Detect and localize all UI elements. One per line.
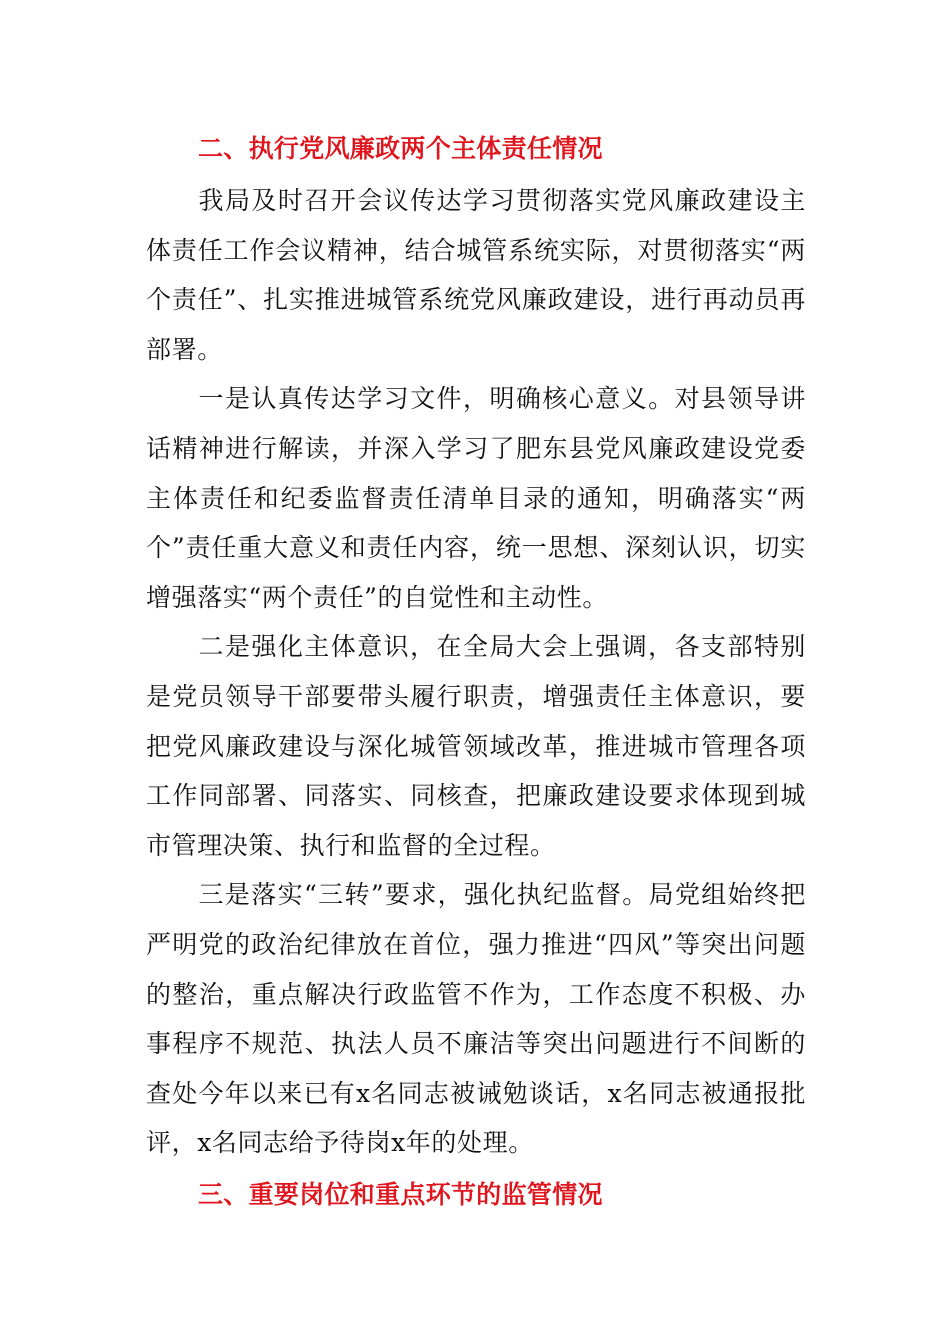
section-heading-2: 二、执行党风廉政两个主体责任情况: [198, 134, 603, 163]
section-heading-3: 三、重要岗位和重点环节的监管情况: [198, 1179, 603, 1209]
paragraph-intro: 我局及时召开会议传达学习贯彻落实党风廉政建设主体责任工作会议精神，结合城管系统实际，对贯彻落实“两个责任”、扎实推进城管系统党风廉政建设，进行再动员再部署。: [146, 186, 806, 364]
document-body: [146, 124, 806, 1219]
paragraph-point-1: 一是认真传达学习文件，明确核心意义。对县领导讲话精神进行解读，并深入学习了肥东县党风廉政建设党委主体责任和纪委监督责任清单目录的通知，明确落实“两个”责任重大意义和责任内容，统一思想、深刻认识，切实增强落实“两个责任”的自觉性和主动性。: [146, 384, 806, 612]
paragraph-point-3: 三是落实“三转”要求，强化执纪监督。局党组始终把严明党的政治纪律放在首位，强力推进“四风”等突出问题的整治，重点解决行政监管不作为，工作态度不积极、办事程序不规范、执法人员不廉洁等突出问题进行不间断的查处今年以来已有x名同志被诫勉谈话，x名同志被通报批评，x名同志给予待岗x年的处理。: [146, 880, 806, 1158]
paragraph-point-2: 二是强化主体意识，在全局大会上强调，各支部特别是党员领导干部要带头履行职责，增强责任主体意识，要把党风廉政建设与深化城管领域改革，推进城市管理各项工作同部署、同落实、同核查，把廉政建设要求体现到城市管理决策、执行和监督的全过程。: [146, 632, 806, 860]
